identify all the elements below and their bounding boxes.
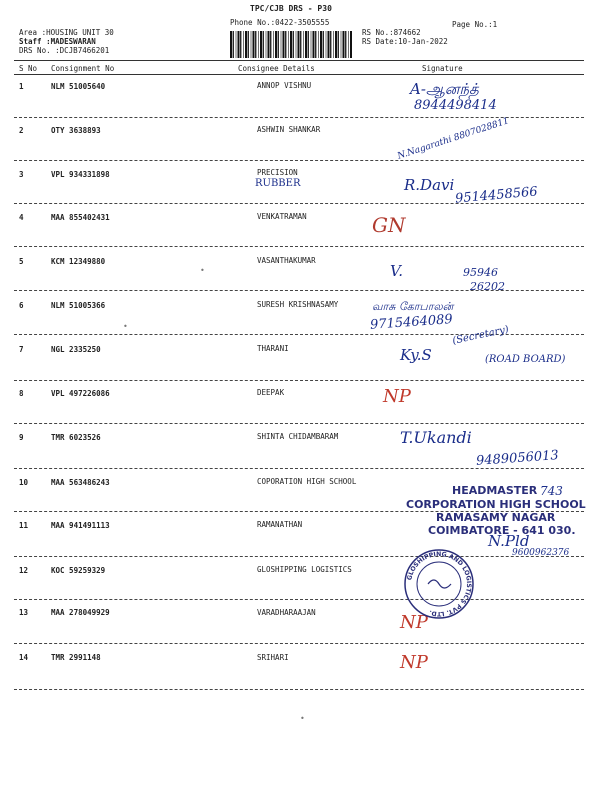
- row-divider: [14, 689, 584, 690]
- row-consignment: NLM 51005640: [51, 82, 106, 91]
- company-seal: [403, 548, 475, 620]
- row6-note: (Secretary): [451, 324, 510, 347]
- row-divider: [14, 643, 584, 644]
- row14-np-mark: NP: [400, 652, 428, 673]
- row3-phone: 9514458566: [454, 184, 539, 207]
- row5-signature: V.: [390, 262, 403, 280]
- barcode-bar: [330, 31, 331, 58]
- row-consignee: GLOSHIPPING LOGISTICS: [257, 565, 352, 574]
- row-consignee: SHINTA CHIDAMBARAM: [257, 432, 339, 441]
- barcode-bar: [293, 31, 294, 58]
- drs-number: DRS No. :DCJB7466201: [19, 46, 110, 55]
- row-sno: 12: [19, 566, 29, 575]
- row-sno: 4: [19, 213, 24, 222]
- row-divider: [14, 246, 584, 247]
- row-sno: 7: [19, 345, 24, 354]
- header-bottom-rule: [14, 74, 584, 75]
- row6-tamil-name: வாசு கோபாலன்: [372, 300, 454, 313]
- row-consignee: SRIHARI: [257, 653, 289, 662]
- row-consignment: TMR 2991148: [51, 653, 101, 662]
- barcode-bar: [303, 31, 304, 58]
- row-consignment: NGL 2335250: [51, 345, 101, 354]
- row4-signature: GN: [372, 213, 406, 237]
- barcode: [229, 31, 354, 58]
- barcode-bar: [341, 31, 342, 58]
- barcode-bar: [236, 31, 237, 58]
- row11-phone: 9600962376: [512, 548, 570, 558]
- rs-number: RS No.:874662: [362, 28, 421, 37]
- row-consignee: ANNOP VISHNU: [257, 81, 312, 90]
- document-title: TPC/CJB DRS - P30: [250, 4, 332, 13]
- barcode-bar: [263, 31, 264, 58]
- seal-text: GLOSHIPPING AND LOGISTICS PVT. LTD.: [406, 550, 473, 618]
- row-sno: 10: [19, 478, 29, 487]
- barcode-bar: [278, 31, 279, 58]
- row-sno: 8: [19, 389, 24, 398]
- barcode-bar: [308, 31, 309, 58]
- barcode-bar: [350, 31, 352, 58]
- row9-signature: T.Ukandi: [400, 428, 472, 447]
- row-consignee: THARANI: [257, 344, 289, 353]
- barcode-bar: [285, 31, 286, 58]
- barcode-bar: [343, 31, 345, 58]
- row2-note: N.Nagarathi 8807028811: [396, 116, 511, 162]
- barcode-bar: [318, 31, 319, 58]
- row-sno: 9: [19, 433, 24, 442]
- rs-date: RS Date:10-Jan-2022: [362, 37, 448, 46]
- column-header-consignee: Consignee Details: [238, 64, 315, 73]
- row13-np-mark: NP: [400, 612, 428, 633]
- scan-mark: •: [200, 266, 205, 275]
- row-consignment: MAA 941491113: [51, 521, 110, 530]
- barcode-bar: [348, 31, 349, 58]
- barcode-bar: [230, 31, 232, 58]
- row7-signature: Ky.S: [400, 346, 432, 364]
- barcode-bar: [255, 31, 256, 58]
- column-header-sno: S No: [19, 64, 38, 73]
- column-header-consignment: Consignment No: [51, 64, 115, 73]
- barcode-bar: [245, 31, 247, 58]
- row-consignment: VPL 934331898: [51, 170, 110, 179]
- barcode-bar: [335, 31, 337, 58]
- row-divider: [14, 160, 584, 161]
- barcode-bar: [315, 31, 316, 58]
- barcode-bar: [251, 31, 252, 58]
- row-sno: 5: [19, 257, 24, 266]
- barcode-bar: [283, 31, 285, 58]
- barcode-bar: [266, 31, 267, 58]
- stamp-line-3: RAMASAMY NAGAR: [436, 511, 556, 524]
- row-consignee: COPORATION HIGH SCHOOL: [257, 477, 357, 486]
- row7-note: (ROAD BOARD): [485, 354, 566, 365]
- row-divider: [14, 599, 584, 600]
- row-consignment: MAA 563486243: [51, 478, 110, 487]
- barcode-bar: [333, 31, 334, 58]
- scan-mark: •: [123, 322, 128, 331]
- area-label: Area :HOUSING UNIT 30: [19, 28, 114, 37]
- row-divider: [14, 468, 584, 469]
- row3-rubber: RUBBER: [255, 178, 301, 189]
- barcode-bar: [311, 31, 312, 58]
- row-consignment: KOC 59259329: [51, 566, 106, 575]
- barcode-bar: [320, 31, 322, 58]
- barcode-bar: [260, 31, 262, 58]
- barcode-bar: [270, 31, 271, 58]
- row-consignee: SURESH KRISHNASAMY: [257, 300, 339, 309]
- row6-phone: 9715464089: [369, 312, 454, 333]
- barcode-bar: [240, 31, 241, 58]
- header-top-rule: [14, 60, 584, 61]
- barcode-bar: [281, 31, 282, 58]
- row-sno: 3: [19, 170, 24, 179]
- scan-mark: •: [300, 714, 305, 723]
- row11-signature: N.Pld: [488, 532, 530, 550]
- barcode-bar: [345, 31, 346, 58]
- staff-label: Staff :MADESWARAN: [19, 37, 96, 46]
- row-consignment: MAA 855402431: [51, 213, 110, 222]
- row-sno: 13: [19, 608, 29, 617]
- row-divider: [14, 380, 584, 381]
- barcode-bar: [275, 31, 277, 58]
- row-sno: 11: [19, 521, 29, 530]
- row1-phone: 8944498414: [414, 98, 497, 113]
- column-header-signature: Signature: [422, 64, 463, 73]
- row-divider: [14, 556, 584, 557]
- barcode-bar: [273, 31, 274, 58]
- row-divider: [14, 203, 584, 204]
- barcode-bar: [328, 31, 330, 58]
- barcode-bar: [243, 31, 244, 58]
- barcode-bar: [338, 31, 339, 58]
- barcode-bar: [253, 31, 255, 58]
- barcode-bar: [305, 31, 307, 58]
- row-consignment: KCM 12349880: [51, 257, 106, 266]
- row3-signature: R.Davi: [404, 176, 455, 194]
- row-consignee: VENKATRAMAN: [257, 212, 307, 221]
- page-number: Page No.:1: [452, 20, 498, 29]
- row-consignee: DEEPAK: [257, 388, 285, 397]
- barcode-bar: [238, 31, 240, 58]
- row10-phone-tail: 743: [540, 484, 563, 498]
- row-consignee: VARADHARAAJAN: [257, 608, 316, 617]
- stamp-line-1: HEADMASTER: [452, 484, 538, 497]
- barcode-bar: [296, 31, 297, 58]
- barcode-bar: [313, 31, 315, 58]
- barcode-bar: [323, 31, 324, 58]
- row-consignee: PRECISION: [257, 168, 298, 177]
- barcode-bar: [326, 31, 327, 58]
- stamp-line-4: COIMBATORE - 641 030.: [428, 524, 576, 537]
- row-sno: 1: [19, 82, 24, 91]
- row-sno: 14: [19, 653, 29, 662]
- barcode-bar: [248, 31, 249, 58]
- row-consignee: RAMANATHAN: [257, 520, 303, 529]
- row8-np-mark: NP: [383, 386, 411, 407]
- row1-signature: A-ஆனந்த்: [410, 80, 479, 98]
- barcode-bar: [290, 31, 292, 58]
- row-sno: 6: [19, 301, 24, 310]
- row-consignment: OTY 3638893: [51, 126, 101, 135]
- row5-number-2: 26202: [470, 280, 505, 293]
- row-consignment: MAA 278049929: [51, 608, 110, 617]
- row-consignment: NLM 51005366: [51, 301, 106, 310]
- row-consignee: VASANTHAKUMAR: [257, 256, 316, 265]
- barcode-bar: [300, 31, 301, 58]
- row5-number-1: 95946: [463, 266, 498, 279]
- row9-phone: 9489056013: [475, 448, 560, 469]
- stamp-line-2: CORPORATION HIGH SCHOOL: [406, 498, 586, 511]
- barcode-bar: [233, 31, 234, 58]
- barcode-bar: [288, 31, 289, 58]
- row-consignment: TMR 6023526: [51, 433, 101, 442]
- row-consignment: VPL 497226086: [51, 389, 110, 398]
- phone-number: Phone No.:0422-3505555: [230, 18, 330, 27]
- row-sno: 2: [19, 126, 24, 135]
- row-consignee: ASHWIN SHANKAR: [257, 125, 321, 134]
- barcode-bar: [258, 31, 259, 58]
- barcode-bar: [298, 31, 300, 58]
- row-divider: [14, 423, 584, 424]
- barcode-bar: [268, 31, 270, 58]
